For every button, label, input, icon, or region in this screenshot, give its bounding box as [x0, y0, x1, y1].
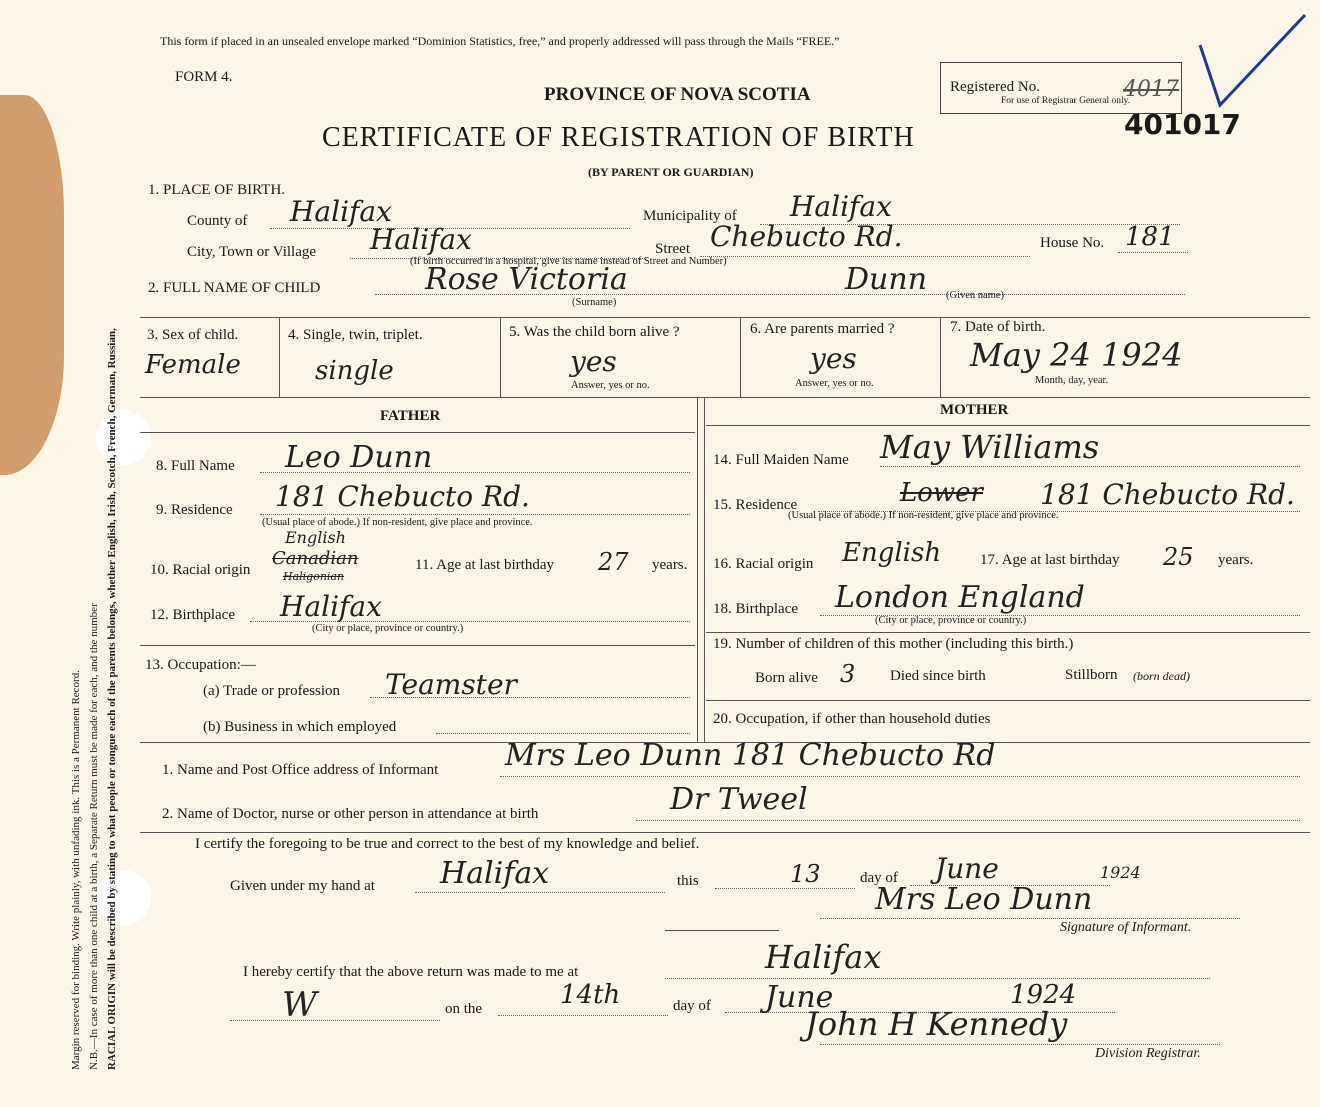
father-name-label: 8. Full Name — [156, 458, 235, 474]
registrar-signature: John H Kennedy — [805, 1005, 1068, 1043]
mother-residence-note: (Usual place of abode.) If non-resident, give place and province. — [788, 510, 1059, 521]
father-age-label: 11. Age at last birthday — [415, 557, 554, 573]
plurality-value: single — [315, 356, 394, 386]
certify-text: I certify the foregoing to be true and correct to the best of my knowledge and belief. — [195, 836, 700, 852]
check-mark-icon — [1195, 5, 1320, 115]
dob-label: 7. Date of birth. — [950, 319, 1046, 335]
father-birthplace-note: (City or place, province or country.) — [312, 623, 464, 634]
born-alive-label: 5. Was the child born alive ? — [509, 324, 680, 340]
plurality-label: 4. Single, twin, triplet. — [288, 327, 423, 343]
municipality-value: Halifax — [790, 190, 892, 223]
certify-day-value: 13 — [790, 860, 821, 888]
registrar-caption: Division Registrar. — [1095, 1046, 1201, 1061]
registered-value: 401017 — [1124, 108, 1241, 141]
sex-label: 3. Sex of child. — [147, 327, 239, 343]
registrar-place-value: Halifax — [765, 938, 882, 976]
city-value: Halifax — [370, 223, 472, 256]
mother-birthplace-note: (City or place, province or country.) — [875, 615, 1027, 626]
born-alive-count-label: Born alive — [755, 670, 818, 686]
informant-label: 1. Name and Post Office address of Informant — [162, 762, 439, 778]
certificate-subtitle: (BY PARENT OR GUARDIAN) — [588, 165, 754, 179]
father-occupation-label: 13. Occupation:— — [145, 657, 256, 673]
trade-value: Teamster — [385, 668, 517, 701]
father-header: FATHER — [380, 408, 441, 424]
binding-margin — [0, 0, 140, 1107]
registrar-month-value: June — [765, 980, 834, 1015]
father-residence-label: 9. Residence — [156, 502, 233, 518]
mother-age-value: 25 — [1163, 543, 1194, 571]
county-label: County of — [187, 213, 248, 229]
registered-box — [940, 62, 1182, 114]
informant-value: Mrs Leo Dunn 181 Chebucto Rd — [505, 738, 996, 773]
mother-residence-value: 181 Chebucto Rd. — [1040, 478, 1295, 511]
doctor-value: Dr Tweel — [670, 782, 808, 817]
born-alive-note: Answer, yes or no. — [571, 380, 650, 391]
father-age-value: 27 — [598, 548, 629, 576]
registrar-initial: W — [282, 985, 317, 1025]
given-place-value: Halifax — [440, 856, 550, 891]
father-racial-label: 10. Racial origin — [150, 562, 251, 578]
dob-note: Month, day, year. — [1035, 375, 1109, 386]
margin-line-1: Margin reserved for binding. Write plainly, with unfading ink. This is a Permanent Record. — [70, 670, 82, 1070]
child-given-name: Rose Victoria — [425, 262, 628, 297]
mother-racial-label: 16. Racial origin — [713, 556, 814, 572]
mother-occupation-label: 20. Occupation, if other than household duties — [713, 711, 991, 727]
mother-name-label: 14. Full Maiden Name — [713, 452, 849, 468]
died-since-birth-label: Died since birth — [890, 668, 986, 684]
certify-month-value: June — [935, 852, 999, 885]
father-residence-value: 181 Chebucto Rd. — [275, 480, 530, 513]
street-value: Chebucto Rd. — [710, 220, 903, 253]
informant-signature-caption: Signature of Informant. — [1060, 920, 1192, 935]
water-stain — [0, 95, 64, 475]
certify-day-of: day of — [860, 870, 898, 886]
trade-label: (a) Trade or profession — [203, 683, 341, 699]
stillborn-note: (born dead) — [1133, 669, 1190, 683]
born-alive-value: yes — [570, 345, 617, 378]
registrar-certify-text: I hereby certify that the above return was made to me at — [243, 964, 579, 980]
county-value: Halifax — [290, 195, 392, 228]
father-birthplace-value: Halifax — [280, 590, 382, 623]
mother-residence-label: 15. Residence — [713, 497, 798, 513]
house-label: House No. — [1040, 235, 1105, 251]
father-residence-note: (Usual place of abode.) If non-resident, give place and province. — [262, 517, 533, 528]
father-age-years: years. — [652, 557, 688, 573]
mother-birthplace-value: London England — [835, 580, 1085, 615]
married-note: Answer, yes or no. — [795, 378, 874, 389]
mother-birthplace-label: 18. Birthplace — [713, 601, 798, 617]
place-section: 1. PLACE OF BIRTH. — [148, 182, 286, 198]
father-racial-above: English — [285, 528, 346, 547]
doctor-label: 2. Name of Doctor, nurse or other person in attendance at birth — [162, 806, 539, 822]
sex-value: Female — [145, 350, 241, 380]
father-birthplace-label: 12. Birthplace — [150, 607, 235, 623]
mother-residence-struck: Lower — [900, 478, 983, 508]
mother-racial-value: English — [842, 538, 942, 568]
margin-line-2: N.B.—In case of more than one child at a birth, a Separate Return must be made for each, and the number — [88, 603, 100, 1070]
child-surname: Dunn — [845, 262, 928, 297]
punch-hole — [96, 870, 151, 925]
margin-line-3: RACIAL ORIGIN will be described by stating to what people or tongue each of the parents belongs, whether English, Irish, Scotch, French, German, Russian, — [106, 328, 118, 1070]
business-label: (b) Business in which employed — [203, 719, 397, 735]
father-name-value: Leo Dunn — [285, 440, 433, 475]
born-alive-count: 3 — [840, 660, 856, 688]
dob-value: May 24 1924 — [970, 336, 1183, 374]
city-label: City, Town or Village — [187, 244, 317, 260]
father-racial-below: Haligonian — [283, 570, 345, 583]
house-value: 181 — [1125, 222, 1175, 252]
married-value: yes — [810, 342, 857, 375]
hospital-note: (If birth occurred in a hospital, give its name instead of Street and Number) — [410, 256, 727, 267]
registered-crossed: 4017 — [1123, 77, 1179, 102]
surname-caption: (Surname) — [572, 297, 617, 308]
punch-hole — [96, 410, 151, 465]
registered-note: For use of Registrar General only. — [1001, 96, 1131, 106]
mail-notice: This form if placed in an unsealed envelope marked “Dominion Statistics, free,” and properly addressed will pass through the Mails “FREE.” — [160, 34, 840, 48]
child-name-label: 2. FULL NAME OF CHILD — [148, 280, 321, 296]
father-racial-value: Canadian — [272, 548, 359, 569]
registrar-on-the: on the — [445, 1001, 483, 1017]
mother-age-label: 17. Age at last birthday — [980, 552, 1120, 568]
married-label: 6. Are parents married ? — [750, 321, 895, 337]
mother-age-years: years. — [1218, 552, 1254, 568]
registrar-year-value: 1924 — [1010, 980, 1077, 1010]
children-label: 19. Number of children of this mother (including this birth.) — [713, 636, 1074, 652]
municipality-label: Municipality of — [643, 208, 737, 224]
registered-label: Registered No. — [950, 79, 1040, 95]
registrar-day-of: day of — [673, 998, 711, 1014]
mother-name-value: May Williams — [880, 428, 1100, 466]
given-caption: (Given name) — [946, 290, 1005, 301]
form-number: FORM 4. — [175, 69, 233, 85]
certify-year-value: 1924 — [1100, 863, 1141, 882]
given-under-label: Given under my hand at — [230, 878, 375, 894]
certificate-title: CERTIFICATE OF REGISTRATION OF BIRTH — [322, 122, 915, 153]
mother-header: MOTHER — [940, 402, 1009, 418]
informant-signature: Mrs Leo Dunn — [875, 882, 1093, 917]
registrar-day-value: 14th — [560, 980, 621, 1010]
stillborn-label: Stillborn — [1065, 667, 1118, 683]
street-label: Street — [655, 241, 690, 257]
this-label: this — [677, 873, 699, 889]
province-heading: PROVINCE OF NOVA SCOTIA — [544, 84, 811, 105]
